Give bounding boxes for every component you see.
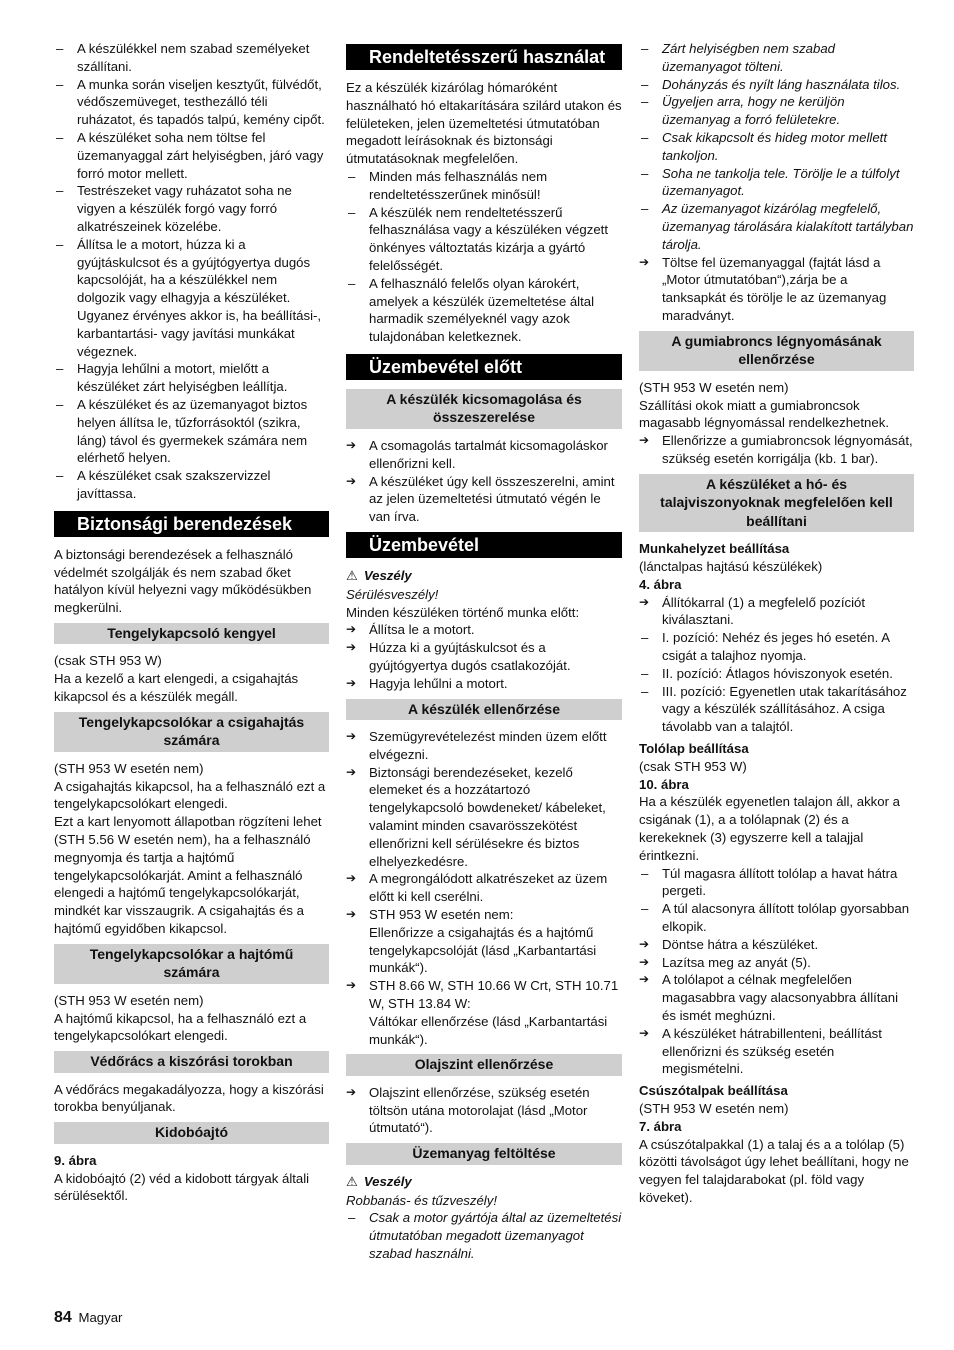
list-item: ➔ Hagyja lehűlni a motort. bbox=[346, 675, 622, 693]
list-item: ➔ Töltse fel üzemanyaggal (fajtát lásd a „Motor útmutatóban“),zárja be a tanksapkát és törölje le az üzemanyag maradványt. bbox=[639, 254, 914, 325]
figure-ref: 7. ábra bbox=[639, 1118, 682, 1134]
list-item: – A készüléket csak szakszervizzel javíttassa. bbox=[54, 467, 329, 503]
list-item: ➔ Állítsa le a motort. bbox=[346, 621, 622, 639]
paragraph: Ez a készülék kizárólag hómaróként használható hó eltakarítására szilárd utakon és felületeken, jelen üzemeltetési útmutatóban megadott leírásoknak és biztonsági útmutatásoknak megfelelően. bbox=[346, 80, 622, 167]
list-item: ➔ STH 8.66 W, STH 10.66 W Crt, STH 10.71 W, STH 13.84 W: Váltókar ellenőrzése (lásd „Karbantartási munkák“). bbox=[346, 977, 622, 1048]
paragraph: A csigahajtás kikapcsol, ha a felhasználó ezt a tengelykapcsolókart elengedi. bbox=[54, 778, 326, 812]
list-item: ➔ Lazítsa meg az anyát (5). bbox=[639, 954, 914, 972]
list-item: ➔ STH 953 W esetén nem: Ellenőrizze a csigahajtás és a hajtómű tengelykapcsolóját (lásd „Karbantartási munkák“). bbox=[346, 906, 622, 977]
paragraph: A csúszótalpakkal (1) a talaj és a a tolólap (5) közötti távolságot úgy lehet beállítani, hogy ne vegyen fel talajdarabokat (pl. föld vagy köveket). bbox=[639, 1136, 909, 1205]
language-label: Magyar bbox=[78, 1310, 123, 1325]
list-item: ➔ Húzza ki a gyújtáskulcsot és a gyújtógyertya dugós csatlakozóját. bbox=[346, 639, 622, 675]
section-heading-intended-use: Rendeltetésszerű használat bbox=[346, 44, 622, 70]
list-item: – Soha ne tankolja tele. Törölje le a túlfolyt üzemanyagot. bbox=[639, 165, 914, 201]
list-item: ➔ A tolólapot a célnak megfelelően magasabbra vagy alacsonyabbra állítani és ismét meghúzni. bbox=[639, 971, 914, 1024]
paragraph: (STH 953 W esetén nem) bbox=[54, 760, 204, 776]
list-item: – Zárt helyiségben nem szabad üzemanyagot tölteni. bbox=[639, 40, 914, 76]
subheading-device-check: A készülék ellenőrzése bbox=[346, 699, 622, 721]
warning-triangle-icon: ⚠ bbox=[346, 1174, 358, 1190]
list-item: ➔ Ellenőrizze a gumiabroncsok légnyomását, szükség esetén korrigálja (kb. 1 bar). bbox=[639, 432, 914, 468]
subheading-oil-level: Olajszint ellenőrzése bbox=[346, 1054, 622, 1076]
subheading-adjust-conditions: A készüléket a hó- és talajviszonyoknak megfelelően kell beállítani bbox=[639, 474, 914, 533]
paragraph: (STH 953 W esetén nem) bbox=[639, 1100, 789, 1116]
block-title: Tolólap beállítása bbox=[639, 741, 749, 756]
block-title: Munkahelyzet beállítása bbox=[639, 541, 790, 557]
list-item: – A készülék nem rendeltetésszerű felhasználása vagy a készüléken végzett önkényes változtatás kizárja a gyártó felelősségét. bbox=[346, 204, 622, 275]
list-item: – Állítsa le a motort, húzza ki a gyújtáskulcsot és a gyújtógyertya dugós kapcsolóját, ha a készülékkel nem dolgozik vagy elhagyja a készüléket. Ugyanez érvényes akkor is, ha beállítási-, karbantartási- vagy javítási munkákat végeznek. bbox=[54, 236, 329, 361]
paragraph: (csak STH 953 W) bbox=[639, 758, 747, 774]
list-item: – Dohányzás és nyílt láng használata tilos. bbox=[639, 76, 914, 94]
list-item: – A felhasználó felelős olyan károkért, amelyek a készülék üzemeltetése által harmadik személyeknél vagy azok tulajdonában keletkeznek. bbox=[346, 275, 622, 346]
paragraph: Ha a készülék egyenetlen talajon áll, akkor a csigának (1), a a tolólapnak (2) és a kerekeknek (3) egyszerre kell a talajjal érintkezni. bbox=[639, 794, 900, 863]
figure-ref: 4. ábra bbox=[639, 576, 682, 592]
page-number: 84 bbox=[54, 1309, 72, 1326]
subheading-drive-clutch: Tengelykapcsolókar a hajtómű számára bbox=[54, 944, 329, 984]
paragraph: Szállítási okok miatt a gumiabroncsok magasabb légnyomással rendelkezhetnek. bbox=[639, 397, 889, 431]
list-item: ➔ Állítókarral (1) a megfelelő pozíciót kiválasztani. bbox=[639, 594, 914, 630]
intro-list bbox=[54, 40, 329, 503]
section-heading-start: Üzembevétel bbox=[346, 532, 622, 558]
list-item: – Hagyja lehűlni a motort, mielőtt a készüléket zárt helyiségben leállítja. bbox=[54, 360, 329, 396]
list-item: ➔ Döntse hátra a készüléket. bbox=[639, 936, 914, 954]
paragraph: (STH 953 W esetén nem) bbox=[54, 992, 204, 1008]
paragraph: Ha a kezelő a kart elengedi, a csigahajtás kikapcsol és a készülék megáll. bbox=[54, 671, 299, 704]
paragraph: A hajtómű kikapcsol, ha a felhasználó ezt a tengelykapcsolókart elengedi. bbox=[54, 1010, 307, 1044]
paragraph: Minden készüléken történő munka előtt: bbox=[346, 604, 580, 620]
subheading-refuel: Üzemanyag feltöltése bbox=[346, 1143, 622, 1165]
column-right bbox=[639, 40, 914, 1207]
paragraph: A kidobóajtó (2) véd a kidobott tárgyak általi sérülésektől. bbox=[54, 1170, 310, 1204]
section-heading-safety: Biztonsági berendezések bbox=[54, 511, 329, 537]
list-item: – Ügyeljen arra, hogy ne kerüljön üzemanyag a forró felületekre. bbox=[639, 93, 914, 129]
list-item: – Csak kikapcsolt és hideg motor mellett tankoljon. bbox=[639, 129, 914, 165]
block-title: Csúszótalpak beállítása bbox=[639, 1083, 788, 1099]
list-item: ➔ A készüléket hátrabillenteni, beállítást ellenőrizni és szükség esetén megismételni. bbox=[639, 1025, 914, 1078]
paragraph: (lánctalpas hajtású készülékek) bbox=[639, 559, 823, 575]
list-item: – A készülékkel nem szabad személyeket szállítani. bbox=[54, 40, 329, 76]
paragraph: A védőrács megakadályozza, hogy a kiszórási torokba benyúljanak. bbox=[54, 1081, 324, 1115]
column-left bbox=[54, 40, 329, 1205]
subheading-guard-grid: Védőrács a kiszórási torokban bbox=[54, 1051, 329, 1073]
list-item: ➔ Olajszint ellenőrzése, szükség esetén töltsön utána motorolajat (lásd „Motor útmutató“). bbox=[346, 1084, 622, 1137]
list-item: – A munka során viseljen kesztyűt, fülvédőt, védőszemüveget, testhezálló téli ruházatot, és tapadós talpú, kemény cipőt. bbox=[54, 76, 329, 129]
subheading-tire-pressure: A gumiabroncs légnyomásának ellenőrzése bbox=[639, 331, 914, 371]
list-item: ➔ Biztonsági berendezéseket, kezelő elemeket és a hozzátartozó tengelykapcsoló bowdeneket/ kábeleket, valamint minden csavarösszekötést ellenőrizni kell sérülésekre és biztos elhelyezkedésre. bbox=[346, 764, 622, 871]
list-item: ➔ A megrongálódott alkatrészeket az üzem előtt ki kell cserélni. bbox=[346, 870, 622, 906]
paragraph: (csak STH 953 W) bbox=[54, 653, 162, 669]
warning-subtitle: Sérülésveszély! bbox=[346, 586, 439, 602]
list-item: – I. pozíció: Nehéz és jeges hó esetén. A csigát a talajhoz nyomja. bbox=[639, 629, 914, 665]
list-item: – Túl magasra állított tolólap a havat hátra pergeti. bbox=[639, 865, 914, 901]
list-item: – A túl alacsonyra állított tolólap gyorsabban elkopik. bbox=[639, 900, 914, 936]
section-heading-before-start: Üzembevétel előtt bbox=[346, 354, 622, 380]
list-item: ➔ Szemügyrevételezést minden üzem előtt elvégezni. bbox=[346, 728, 622, 764]
warning-label: Veszély bbox=[363, 1173, 412, 1189]
list-item: – Minden más felhasználás nem rendeltetésszerűnek minősül! bbox=[346, 168, 622, 204]
warning-title bbox=[346, 1173, 622, 1192]
list-item: – II. pozíció: Átlagos hóviszonyok esetén. bbox=[639, 665, 914, 683]
list-item: – Testrészeket vagy ruházatot soha ne vigyen a készülék forgó vagy forró alkatrészeinek közelébe. bbox=[54, 182, 329, 235]
list-item: – Az üzemanyagot kizárólag megfelelő, üzemanyag tárolására kialakított tartályban tárolja. bbox=[639, 200, 914, 253]
list-item: ➔ A csomagolás tartalmát kicsomagoláskor ellenőrizni kell. bbox=[346, 437, 622, 473]
paragraph: (STH 953 W esetén nem) bbox=[639, 379, 789, 395]
warning-label: Veszély bbox=[363, 567, 412, 583]
warning-triangle-icon: ⚠ bbox=[346, 568, 358, 584]
list-item: ➔ A készüléket úgy kell összeszerelni, amint az jelen üzemeltetési útmutató végén le van írva. bbox=[346, 473, 622, 526]
subheading-clutch-bail: Tengelykapcsoló kengyel bbox=[54, 623, 329, 645]
subheading-chute: Kidobóajtó bbox=[54, 1122, 329, 1144]
warning-subtitle: Robbanás- és tűzveszély! bbox=[346, 1192, 497, 1208]
column-middle bbox=[346, 40, 622, 1263]
list-item: – A készüléket és az üzemanyagot biztos helyen állítsa le, tűzforrásoktól (szikra, láng) távol és gyermekek számára nem elérhető helyen. bbox=[54, 396, 329, 467]
list-item: – A készüléket soha nem töltse fel üzemanyaggal zárt helyiségben, járó vagy forró motor mellett. bbox=[54, 129, 329, 182]
subheading-auger-clutch: Tengelykapcsolókar a csigahajtás számára bbox=[54, 712, 329, 752]
paragraph: Ezt a kart lenyomott állapotban rögzíteni lehet (STH 5.56 W esetén nem), ha a felhasználó megnyomja és tartja a hajtómű tengelykapcsolókarját. Amint a felhasználó elengedi a hajtómű tengelykapcsolókarját, mindkét kar visszaugrik. A csigahajtás és a hajtómű egyidőben kikapcsol. bbox=[54, 814, 322, 936]
figure-ref: 10. ábra bbox=[639, 776, 689, 792]
list-item: – Csak a motor gyártója által az üzemeltetési útmutatóban megadott üzemanyagot szabad használni. bbox=[346, 1209, 622, 1262]
safety-text: A biztonsági berendezések a felhasználó védelmét szolgálják és nem szabad őket hatályon kívül helyezni vagy működésükben megkerülni. bbox=[54, 546, 312, 616]
page-footer bbox=[54, 1309, 122, 1327]
warning-title bbox=[346, 567, 622, 586]
list-item: – III. pozíció: Egyenetlen utak takarításához vagy a készülék szállításához. A csiga távolabb van a talajtól. bbox=[639, 683, 914, 736]
figure-ref: 9. ábra bbox=[54, 1152, 97, 1168]
subheading-unpack: A készülék kicsomagolása és összeszerelése bbox=[346, 389, 622, 429]
